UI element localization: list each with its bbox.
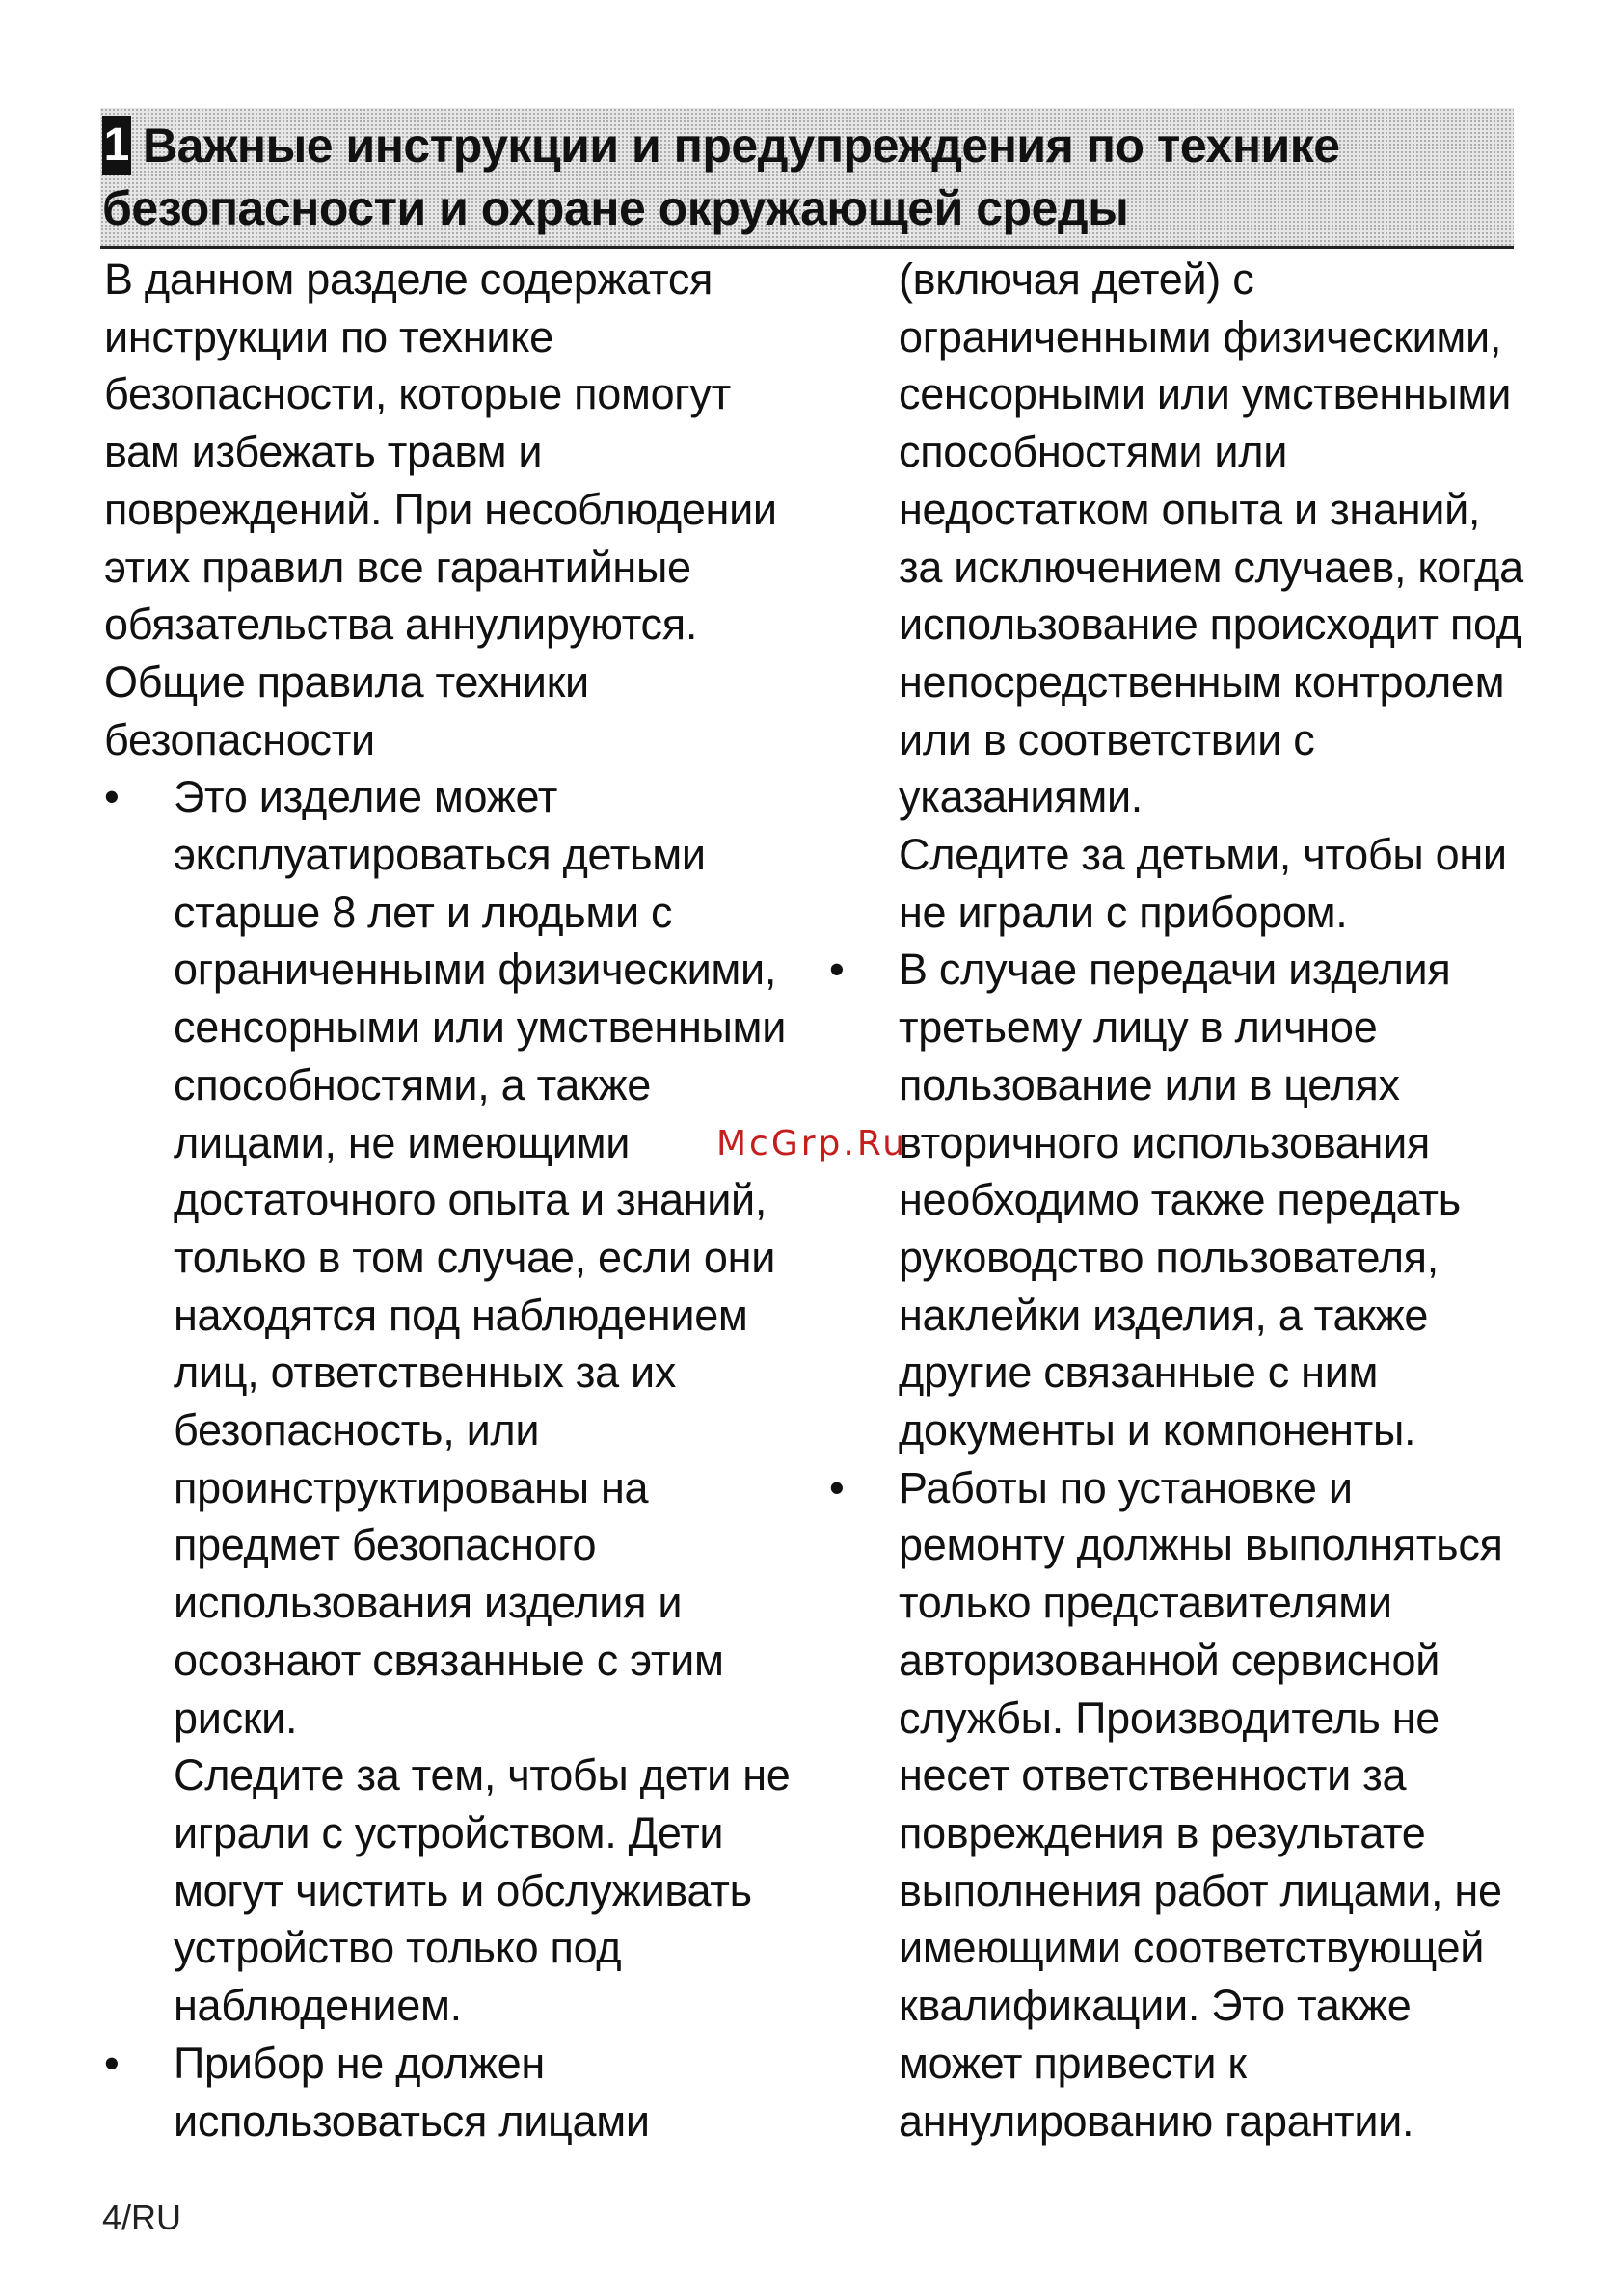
list-item-continuation xyxy=(829,251,1523,941)
list-item xyxy=(104,2035,798,2149)
list-item xyxy=(829,941,1523,1458)
bullet-icon: • xyxy=(829,1462,845,1512)
intro-paragraph: В данном разделе содержатся инструкции по технике безопасности, которые помогут вам избежать травм и повреждений. При несоблюдении этих правил все гарантийные обязательства аннулируются. xyxy=(104,254,777,650)
right-column xyxy=(829,251,1523,2149)
section-header xyxy=(100,108,1514,249)
list-item-text: В случае передачи изделия третьему лицу в личное пользование или в целях вторичного использования необходимо также передать руководство пользователя, наклейки изделия, а также другие связанные с ним документы и компоненты. xyxy=(899,945,1461,1455)
section-number-badge: 1 xyxy=(102,116,131,175)
left-column xyxy=(104,251,798,2149)
list-item-text: Прибор не должен использоваться лицами xyxy=(174,2038,650,2146)
list-item xyxy=(104,768,798,2034)
list-item xyxy=(829,1459,1523,2149)
section-title-line-1: Важные инструкции и предупреждения по технике xyxy=(143,119,1340,173)
bullet-icon: • xyxy=(104,772,120,822)
page-number: 4/RU xyxy=(102,2198,182,2237)
section-title-line-2: безопасности и охране окружающей среды xyxy=(102,181,1129,235)
list-item-text: (включая детей) с ограниченными физическими, сенсорными или умственными способностями или недостатком опыта и знаний, за исключением случаев, когда использование происходит под непосредственным контролем или в соответствии с указаниями. Следите за детьми, чтобы они не играли с прибором. xyxy=(899,254,1523,937)
bullet-icon: • xyxy=(829,945,845,995)
general-safety-subheading: Общие правила техники безопасности xyxy=(104,656,589,764)
list-item-text: Это изделие может эксплуатироваться детьми старше 8 лет и людьми с ограниченными физическими, сенсорными или умственными способностями, а также лицами, не имеющими достаточного опыта и знаний, только в том случае, если они находятся под наблюдением лиц, ответственных за их безопасность, или проинструктированы на предмет безопасного использования изделия и осознают связанные с этим риски. Следите за тем, чтобы дети не играли с устройством. Дети могут чистить и обслуживать устройство только под наблюдением. xyxy=(174,772,791,2031)
watermark: McGrp.Ru xyxy=(716,1124,908,1163)
bullet-icon: • xyxy=(104,2038,120,2088)
list-item-text: Работы по установке и ремонту должны выполняться только представителями авторизованной сервисной службы. Производитель не несет ответственности за повреждения в результате выполнения работ лицами, не имеющими соответствующей квалификации. Это также может привести к аннулированию гарантии. xyxy=(899,1462,1503,2146)
